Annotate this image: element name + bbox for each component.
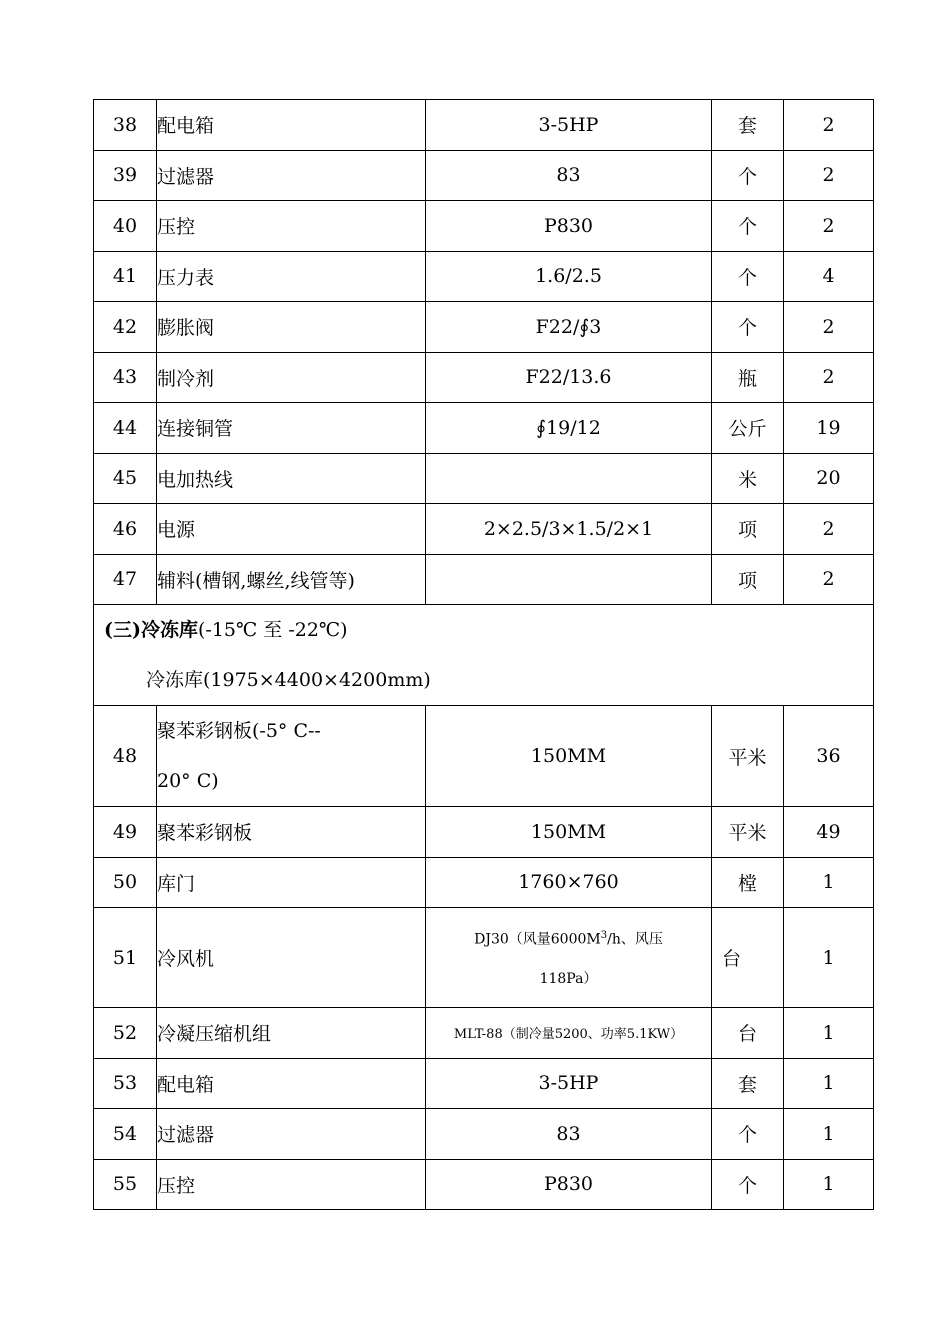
item-spec bbox=[426, 453, 712, 504]
table-row bbox=[94, 100, 874, 151]
table-row bbox=[94, 857, 874, 908]
item-number: 51 bbox=[94, 908, 157, 1008]
item-name: 制冷剂 bbox=[157, 352, 426, 403]
item-name: 冷风机 bbox=[157, 908, 426, 1008]
item-spec: 1760×760 bbox=[426, 857, 712, 908]
equipment-table bbox=[93, 99, 874, 1210]
item-name: 压控 bbox=[157, 201, 426, 252]
item-spec: P830 bbox=[426, 1159, 712, 1210]
item-name: 聚苯彩钢板 bbox=[157, 807, 426, 858]
table-row bbox=[94, 807, 874, 858]
item-quantity: 2 bbox=[784, 352, 874, 403]
section-header bbox=[94, 605, 874, 706]
item-spec: 1.6/2.5 bbox=[426, 251, 712, 302]
item-spec: ∮19/12 bbox=[426, 403, 712, 454]
item-quantity: 2 bbox=[784, 554, 874, 605]
item-spec bbox=[426, 908, 712, 1008]
item-quantity: 2 bbox=[784, 150, 874, 201]
item-spec-line1: DJ30（风量$6000M^3/h$、风压 bbox=[474, 929, 663, 948]
item-spec: P830 bbox=[426, 201, 712, 252]
item-unit: 个 bbox=[712, 1159, 784, 1210]
item-name: 过滤器 bbox=[157, 150, 426, 201]
item-name: 配电箱 bbox=[157, 100, 426, 151]
item-unit: 项 bbox=[712, 554, 784, 605]
item-number: 40 bbox=[94, 201, 157, 252]
section-header-row bbox=[94, 605, 874, 706]
table-row bbox=[94, 504, 874, 555]
table-row bbox=[94, 201, 874, 252]
item-name: 电加热线 bbox=[157, 453, 426, 504]
section-heading: (三)冷冻库 bbox=[104, 619, 198, 641]
table-row bbox=[94, 908, 874, 1008]
table-row bbox=[94, 251, 874, 302]
item-quantity: 1 bbox=[784, 1109, 874, 1160]
item-spec: 83 bbox=[426, 1109, 712, 1160]
item-spec: 150MM bbox=[426, 706, 712, 807]
item-spec: 3-5HP bbox=[426, 100, 712, 151]
item-number: 48 bbox=[94, 706, 157, 807]
item-number: 44 bbox=[94, 403, 157, 454]
item-quantity: 1 bbox=[784, 1008, 874, 1059]
table-row bbox=[94, 150, 874, 201]
item-quantity: 49 bbox=[784, 807, 874, 858]
item-number: 54 bbox=[94, 1109, 157, 1160]
item-quantity: 2 bbox=[784, 302, 874, 353]
item-spec: MLT-88（制冷量5200、功率5.1KW） bbox=[426, 1008, 712, 1059]
item-quantity: 1 bbox=[784, 1058, 874, 1109]
item-number: 38 bbox=[94, 100, 157, 151]
item-number: 49 bbox=[94, 807, 157, 858]
section-temp-range: (-15℃ 至 -22℃) bbox=[197, 619, 348, 641]
section-title bbox=[94, 605, 873, 655]
table-row bbox=[94, 302, 874, 353]
item-number: 47 bbox=[94, 554, 157, 605]
item-spec: F22/∮3 bbox=[426, 302, 712, 353]
item-unit: 平米 bbox=[712, 706, 784, 807]
item-quantity: 1 bbox=[784, 908, 874, 1008]
item-unit: 个 bbox=[712, 1109, 784, 1160]
table-row bbox=[94, 453, 874, 504]
item-number: 52 bbox=[94, 1008, 157, 1059]
item-unit: 套 bbox=[712, 100, 784, 151]
item-quantity: 19 bbox=[784, 403, 874, 454]
item-quantity: 2 bbox=[784, 201, 874, 252]
item-unit: 台 bbox=[712, 908, 784, 1008]
item-name: 连接铜管 bbox=[157, 403, 426, 454]
item-number: 45 bbox=[94, 453, 157, 504]
section-subtitle: 冷冻库(1975×4400×4200mm) bbox=[146, 669, 431, 691]
item-quantity: 20 bbox=[784, 453, 874, 504]
item-spec: 150MM bbox=[426, 807, 712, 858]
item-quantity: 2 bbox=[784, 100, 874, 151]
item-quantity: 4 bbox=[784, 251, 874, 302]
item-name: 配电箱 bbox=[157, 1058, 426, 1109]
item-number: 42 bbox=[94, 302, 157, 353]
item-spec: 3-5HP bbox=[426, 1058, 712, 1109]
item-name-line2: 20° C) bbox=[157, 770, 219, 792]
item-quantity: 36 bbox=[784, 706, 874, 807]
table-row bbox=[94, 1058, 874, 1109]
item-number: 50 bbox=[94, 857, 157, 908]
table-row bbox=[94, 1159, 874, 1210]
item-unit: 平米 bbox=[712, 807, 784, 858]
item-number: 53 bbox=[94, 1058, 157, 1109]
item-number: 39 bbox=[94, 150, 157, 201]
table-row bbox=[94, 1008, 874, 1059]
table-row bbox=[94, 1109, 874, 1160]
table-row bbox=[94, 706, 874, 807]
item-unit: 樘 bbox=[712, 857, 784, 908]
item-unit: 个 bbox=[712, 201, 784, 252]
item-number: 41 bbox=[94, 251, 157, 302]
table-row bbox=[94, 403, 874, 454]
item-unit: 台 bbox=[712, 1008, 784, 1059]
item-spec: F22/13.6 bbox=[426, 352, 712, 403]
item-spec: 83 bbox=[426, 150, 712, 201]
table-row bbox=[94, 554, 874, 605]
item-name: 电源 bbox=[157, 504, 426, 555]
item-unit: 套 bbox=[712, 1058, 784, 1109]
item-name: 压力表 bbox=[157, 251, 426, 302]
item-number: 55 bbox=[94, 1159, 157, 1210]
item-spec-line2: 118Pa） bbox=[539, 971, 598, 988]
item-unit: 公斤 bbox=[712, 403, 784, 454]
item-unit: 项 bbox=[712, 504, 784, 555]
item-spec bbox=[426, 554, 712, 605]
item-unit: 个 bbox=[712, 150, 784, 201]
item-unit: 瓶 bbox=[712, 352, 784, 403]
item-unit: 米 bbox=[712, 453, 784, 504]
item-quantity: 2 bbox=[784, 504, 874, 555]
item-quantity: 1 bbox=[784, 1159, 874, 1210]
item-name: 压控 bbox=[157, 1159, 426, 1210]
item-unit: 个 bbox=[712, 302, 784, 353]
item-name-line1: 聚苯彩钢板(-5° C-- bbox=[157, 720, 321, 742]
item-name: 过滤器 bbox=[157, 1109, 426, 1160]
table-row bbox=[94, 352, 874, 403]
item-name: 辅料(槽钢,螺丝,线管等) bbox=[157, 554, 426, 605]
item-name bbox=[157, 706, 426, 807]
item-name: 膨胀阀 bbox=[157, 302, 426, 353]
item-number: 43 bbox=[94, 352, 157, 403]
item-quantity: 1 bbox=[784, 857, 874, 908]
item-name: 冷凝压缩机组 bbox=[157, 1008, 426, 1059]
item-name: 库门 bbox=[157, 857, 426, 908]
item-spec: 2×2.5/3×1.5/2×1 bbox=[426, 504, 712, 555]
item-number: 46 bbox=[94, 504, 157, 555]
item-unit: 个 bbox=[712, 251, 784, 302]
